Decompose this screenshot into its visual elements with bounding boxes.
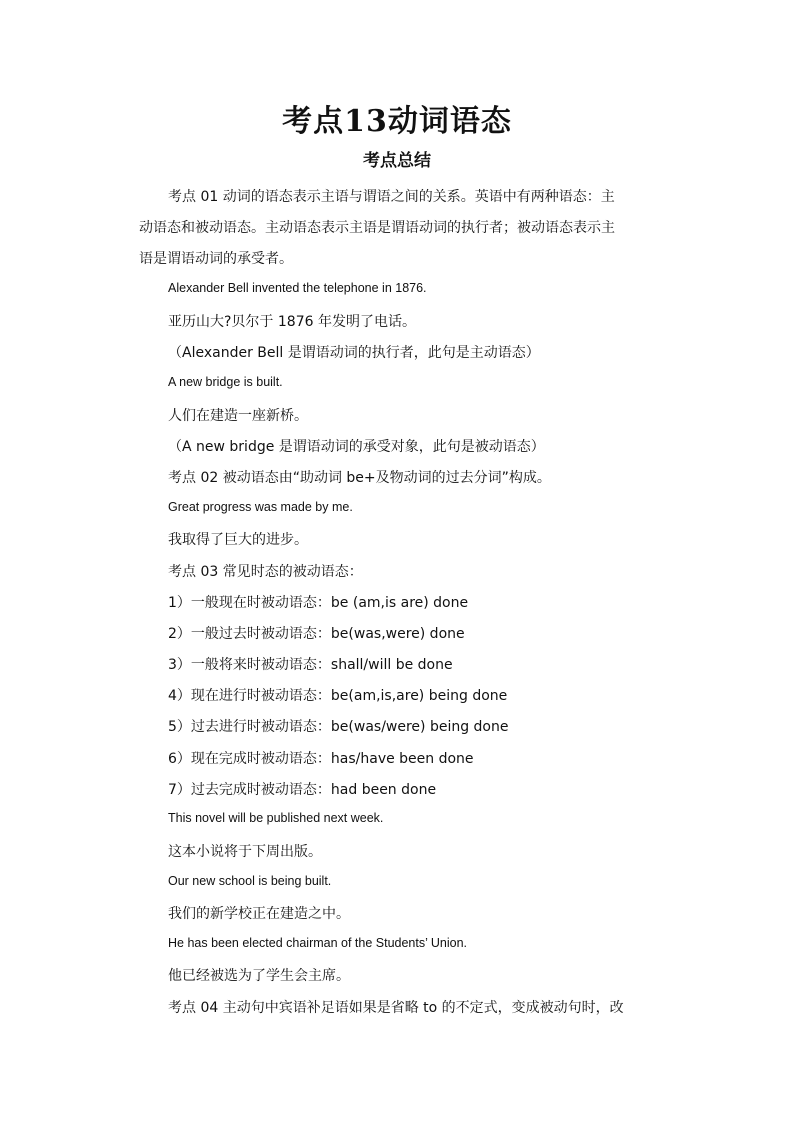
example-sentence-cn: 亚历山大?贝尔于 1876 年发明了电话。: [168, 314, 416, 330]
tense-item: 3）一般将来时被动语态：shall/will be done: [168, 657, 453, 673]
tense-item: 2）一般过去时被动语态：be(was,were) done: [168, 626, 465, 642]
tense-item: 6）现在完成时被动语态：has/have been done: [168, 751, 474, 767]
example-sentence-en: He has been elected chairman of the Students’ Union.: [168, 936, 468, 950]
example-sentence-en: Alexander Bell invented the telephone in 1876.: [168, 281, 427, 295]
point-03-line: 考点 03 常见时态的被动语态：: [168, 564, 363, 580]
point-04-line: 考点 04 主动句中宾语补足语如果是省略 to 的不定式，变成被动句时，改: [168, 1000, 624, 1016]
example-sentence-cn: 他已经被选为了学生会主席。: [168, 968, 350, 984]
example-sentence-cn: 人们在建造一座新桥。: [168, 408, 308, 424]
section-subtitle: 考点总结: [363, 151, 431, 171]
example-sentence-en: Great progress was made by me.: [168, 500, 353, 514]
example-sentence-cn: 这本小说将于下周出版。: [168, 844, 322, 860]
example-sentence-en: Our new school is being built.: [168, 874, 332, 888]
example-sentence-cn: 我们的新学校正在建造之中。: [168, 906, 350, 922]
example-sentence-cn: 我取得了巨大的进步。: [168, 532, 308, 548]
tense-item: 4）现在进行时被动语态：be(am,is,are) being done: [168, 688, 508, 704]
point-01-line-2: 动语态和被动语态。主动语态表示主语是谓语动词的执行者；被动语态表示主: [139, 220, 615, 236]
tense-item: 1）一般现在时被动语态：be (am,is are) done: [168, 595, 469, 611]
example-note: （Alexander Bell 是谓语动词的执行者，此句是主动语态）: [168, 345, 540, 361]
point-01-line-3: 语是谓语动词的承受者。: [139, 251, 293, 267]
point-01-line-1: 考点 01 动词的语态表示主语与谓语之间的关系。英语中有两种语态：主: [168, 189, 615, 205]
point-02-line: 考点 02 被动语态由“助动词 be+及物动词的过去分词”构成。: [168, 470, 551, 486]
tense-item: 7）过去完成时被动语态：had been done: [168, 782, 437, 798]
example-sentence-en: A new bridge is built.: [168, 375, 283, 389]
tense-item: 5）过去进行时被动语态：be(was/were) being done: [168, 719, 509, 735]
example-sentence-en: This novel will be published next week.: [168, 811, 384, 825]
page-title: 考点13动词语态: [282, 104, 512, 139]
example-note: （A new bridge 是谓语动词的承受对象，此句是被动语态）: [168, 439, 545, 455]
